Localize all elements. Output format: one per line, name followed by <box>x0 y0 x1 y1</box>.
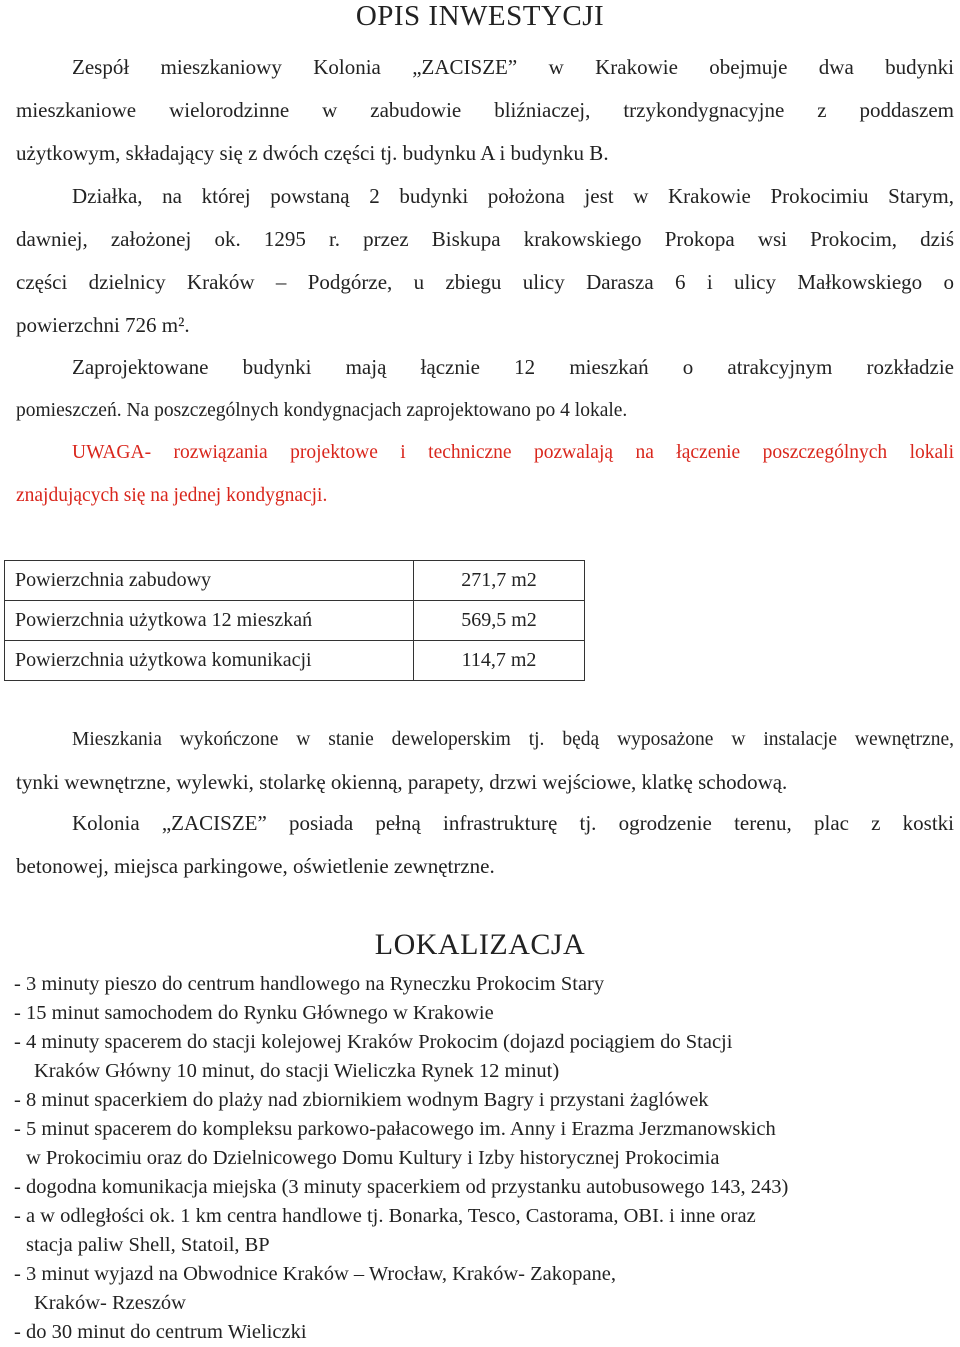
table-row <box>5 641 585 681</box>
text-line: UWAGA- rozwiązania projektowe i techniczne pozwalają na łączenie poszczególnych lokali <box>72 442 954 463</box>
table-cell-label: Powierzchnia użytkowa komunikacji <box>5 641 414 681</box>
page-title: OPIS INWESTYCJI <box>355 0 605 32</box>
text-line: Zaprojektowane budynki mają łącznie 12 mieszkań o atrakcyjnym rozkładzie <box>72 355 954 379</box>
text-line: znajdujących się na jednej kondygnacji. <box>16 485 328 506</box>
text-line: mieszkaniowe wielorodzinne w zabudowie bliźniaczej, trzykondygnacyjne z poddaszem <box>16 98 954 122</box>
location-paragraph <box>16 175 954 347</box>
table-row <box>5 601 585 641</box>
text-line: użytkowym, składający się z dwóch części tj. budynku A i budynku B. <box>16 141 609 165</box>
list-item <box>14 1086 959 1115</box>
text-line: Działka, na której powstaną 2 budynki położona jest w Krakowie Prokocimiu Starym, <box>72 184 954 208</box>
text-segment: Na poszczególnych kondygnacjach zaprojektowano po 4 lokale. <box>121 400 628 421</box>
uwaga-note <box>16 431 954 517</box>
text-line: Mieszkania wykończone w stanie deweloperskim tj. będą wyposażone w instalacje wewnętrzne, <box>72 729 954 750</box>
list-item <box>14 1028 959 1086</box>
list-item-continuation: Kraków Główny 10 minut, do stacji Wieliczka Rynek 12 minut) <box>34 1060 560 1082</box>
table-cell-label: Powierzchnia zabudowy <box>5 561 414 601</box>
list-item-continuation: Kraków- Rzeszów <box>34 1292 186 1314</box>
text-line: betonowej, miejsca parkingowe, oświetlenie zewnętrzne. <box>16 854 495 878</box>
text-segment: pomieszczeń. <box>16 400 122 421</box>
intro-paragraph <box>16 46 954 175</box>
list-item-text: - 3 minuty pieszo do centrum handlowego na Ryneczku Prokocim Stary <box>14 973 605 995</box>
text-line: tynki wewnętrzne, wylewki, stolarkę okienną, parapety, drzwi wejściowe, klatkę schodową. <box>16 770 788 794</box>
text-line <box>16 389 954 432</box>
list-item-text: - a w odległości ok. 1 km centra handlowe tj. Bonarka, Tesco, Castorama, OBI. i inne oraz <box>14 1205 756 1227</box>
area-table <box>4 560 585 681</box>
text-line: Kolonia „ZACISZE” posiada pełną infrastrukturę tj. ogrodzenie terenu, plac z kostki <box>72 811 954 835</box>
text-line: dawniej, założonej ok. 1295 r. przez Biskupa krakowskiego Prokopa wsi Prokocim, dziś <box>16 227 954 251</box>
list-item-continuation: stacja paliw Shell, Statoil, BP <box>26 1234 270 1256</box>
list-item-text: - 15 minut samochodem do Rynku Głównego w Krakowie <box>14 1002 494 1024</box>
list-item <box>14 1173 959 1202</box>
text-line: powierzchni 726 m². <box>16 313 190 337</box>
list-item <box>14 1260 959 1318</box>
text-line: części dzielnicy Kraków – Podgórze, u zbiegu ulicy Darasza 6 i ulicy Małkowskiego o <box>16 270 954 294</box>
section-title-lokalizacja: LOKALIZACJA <box>374 928 586 961</box>
table-cell-value: 569,5 m2 <box>414 601 585 641</box>
list-item-text: - 4 minuty spacerem do stacji kolejowej Kraków Prokocim (dojazd pociągiem do Stacji <box>14 1031 733 1053</box>
location-list <box>14 970 959 1347</box>
apartments-paragraph <box>16 346 954 432</box>
list-item-text: - 8 minut spacerkiem do plaży nad zbiornikiem wodnym Bagry i przystani żaglówek <box>14 1089 709 1111</box>
list-item <box>14 999 959 1028</box>
text-line: Zespół mieszkaniowy Kolonia „ZACISZE” w Krakowie obejmuje dwa budynki <box>72 55 954 79</box>
list-item <box>14 1115 959 1173</box>
list-item <box>14 970 959 999</box>
list-item-text: - 3 minut wyjazd na Obwodnice Kraków – Wrocław, Kraków- Zakopane, <box>14 1263 617 1285</box>
list-item-text: - do 30 minut do centrum Wieliczki <box>14 1321 307 1343</box>
list-item-continuation: w Prokocimiu oraz do Dzielnicowego Domu Kultury i Izby historycznej Prokocimia <box>26 1147 720 1169</box>
list-item <box>14 1318 959 1347</box>
list-item-text: - dogodna komunikacja miejska (3 minuty spacerkiem od przystanku autobusowego 143, 243) <box>14 1176 789 1198</box>
table-cell-label: Powierzchnia użytkowa 12 mieszkań <box>5 601 414 641</box>
table-row <box>5 561 585 601</box>
table-cell-value: 271,7 m2 <box>414 561 585 601</box>
list-item <box>14 1202 959 1260</box>
finish-paragraph <box>16 718 954 804</box>
infrastructure-paragraph <box>16 802 954 888</box>
list-item-text: - 5 minut spacerem do kompleksu parkowo-pałacowego im. Anny i Erazma Jerzmanowskich <box>14 1118 776 1140</box>
table-cell-value: 114,7 m2 <box>414 641 585 681</box>
